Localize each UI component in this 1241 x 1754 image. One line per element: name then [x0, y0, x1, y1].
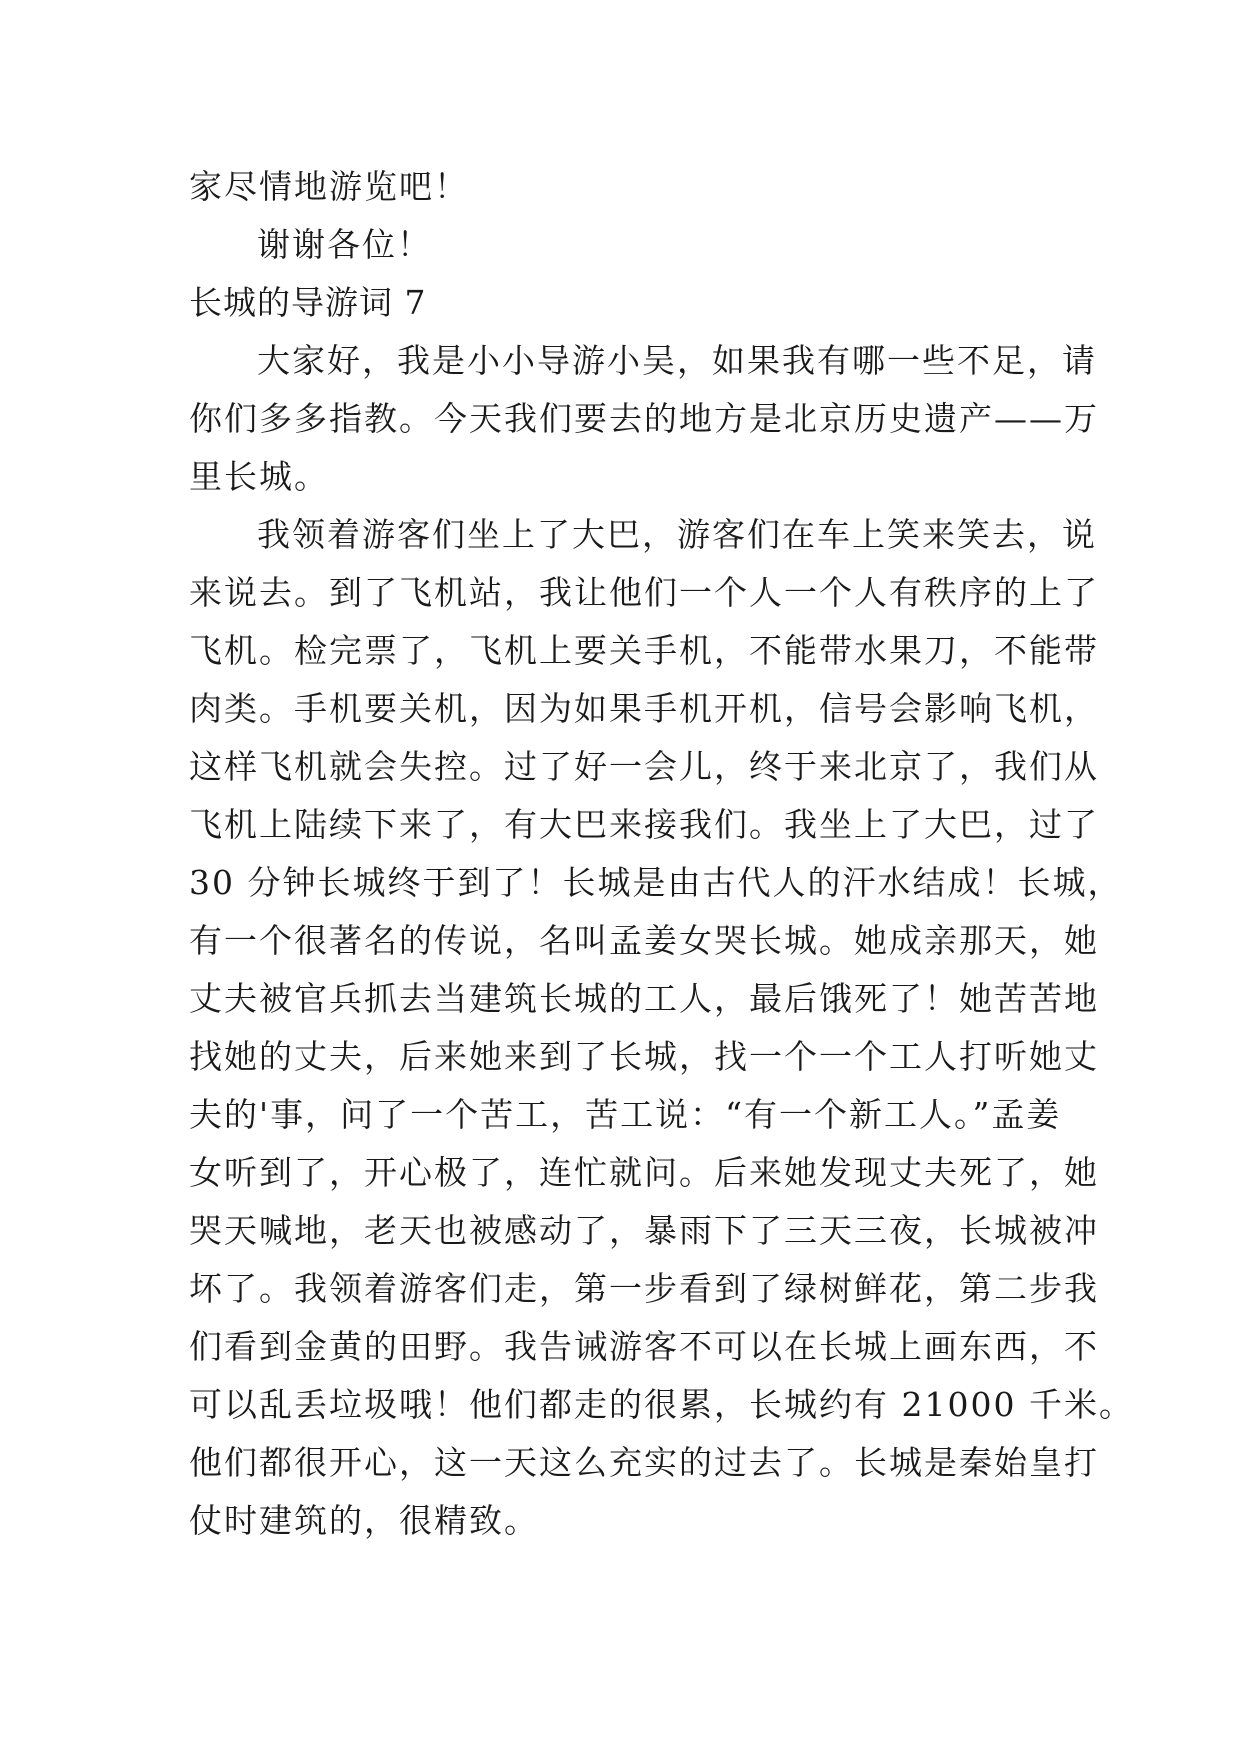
paragraph2-line: 有一个很著名的传说，名叫孟姜女哭长城。她成亲那天，她 — [189, 921, 1099, 960]
paragraph2-line: 可以乱丢垃圾哦！他们都走的很累，长城约有 21000 千米。 — [189, 1385, 1134, 1424]
paragraph2-line: 飞机上陆续下来了，有大巴来接我们。我坐上了大巴，过了 — [189, 805, 1099, 844]
paragraph2-line: 们看到金黄的田野。我告诫游客不可以在长城上画东西，不 — [189, 1327, 1099, 1366]
section-title: 长城的导游词 7 — [189, 283, 427, 322]
paragraph2-line: 哭天喊地，老天也被感动了，暴雨下了三天三夜，长城被冲 — [189, 1211, 1099, 1250]
thanks-line: 谢谢各位！ — [257, 225, 432, 264]
paragraph2-line: 女听到了，开心极了，连忙就问。后来她发现丈夫死了，她 — [189, 1153, 1099, 1192]
paragraph2-line: 飞机。检完票了，飞机上要关手机，不能带水果刀，不能带 — [189, 631, 1099, 670]
paragraph2-line: 仗时建筑的，很精致。 — [189, 1501, 539, 1540]
paragraph2-line: 这样飞机就会失控。过了好一会儿，终于来北京了，我们从 — [189, 747, 1099, 786]
paragraph2-line: 坏了。我领着游客们走，第一步看到了绿树鲜花，第二步我 — [189, 1269, 1099, 1308]
paragraph2-line: 30 分钟长城终于到了！长城是由古代人的汗水结成！长城， — [189, 863, 1123, 902]
paragraph1-line: 里长城。 — [189, 457, 329, 496]
paragraph2-line: 肉类。手机要关机，因为如果手机开机，信号会影响飞机， — [189, 689, 1099, 728]
document-body — [189, 158, 1134, 1550]
paragraph1-line: 你们多多指教。今天我们要去的地方是北京历史遗产——万 — [189, 399, 1099, 438]
paragraph2-line: 他们都很开心，这一天这么充实的过去了。长城是秦始皇打 — [189, 1443, 1099, 1482]
intro-tail-line: 家尽情地游览吧！ — [189, 167, 469, 206]
paragraph2-line: 找她的丈夫，后来她来到了长城，找一个一个工人打听她丈 — [189, 1037, 1099, 1076]
paragraph2-line: 来说去。到了飞机站，我让他们一个人一个人有秩序的上了 — [189, 573, 1099, 612]
paragraph2-line: 我领着游客们坐上了大巴，游客们在车上笑来笑去，说 — [257, 515, 1097, 554]
paragraph2-line: 丈夫被官兵抓去当建筑长城的工人，最后饿死了！她苦苦地 — [189, 979, 1099, 1018]
paragraph1-line: 大家好，我是小小导游小吴，如果我有哪一些不足，请 — [257, 341, 1097, 380]
paragraph2-line: 夫的'事，问了一个苦工，苦工说：“有一个新工人。”孟姜 — [189, 1095, 1062, 1134]
